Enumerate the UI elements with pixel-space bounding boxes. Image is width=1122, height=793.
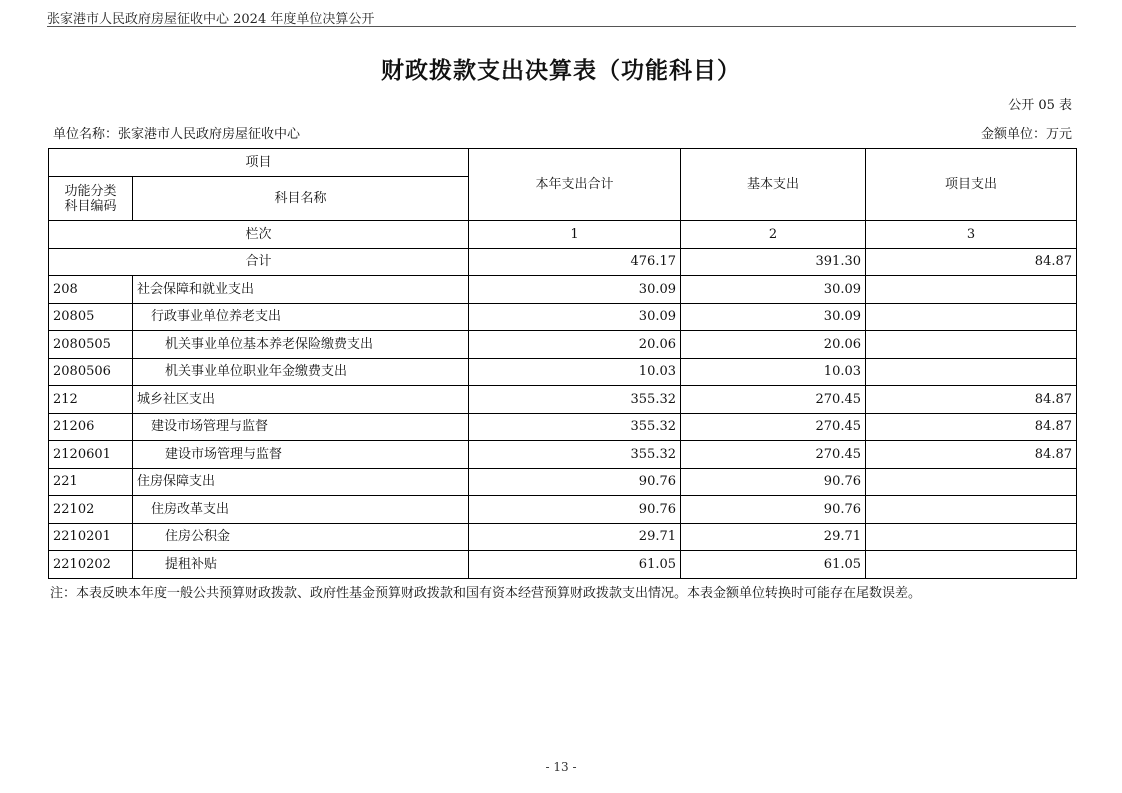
row-code: 2210202 bbox=[49, 551, 133, 579]
table-row bbox=[49, 276, 1077, 304]
row-total: 355.32 bbox=[469, 413, 681, 441]
header-code: 功能分类 科目编码 bbox=[49, 177, 133, 221]
column-number-1: 1 bbox=[469, 221, 681, 249]
total-row bbox=[49, 248, 1077, 276]
row-basic: 90.76 bbox=[681, 496, 866, 524]
row-project: 84.87 bbox=[866, 413, 1077, 441]
row-basic: 270.45 bbox=[681, 386, 866, 414]
row-total: 90.76 bbox=[469, 496, 681, 524]
row-name: 提租补贴 bbox=[133, 551, 469, 579]
expenditure-table bbox=[48, 148, 1077, 579]
row-name: 住房改革支出 bbox=[133, 496, 469, 524]
row-basic: 30.09 bbox=[681, 276, 866, 304]
table-row bbox=[49, 523, 1077, 551]
row-basic: 270.45 bbox=[681, 441, 866, 469]
row-code: 2080505 bbox=[49, 331, 133, 359]
header-rule bbox=[47, 26, 1076, 27]
row-total: 355.32 bbox=[469, 386, 681, 414]
table-row bbox=[49, 386, 1077, 414]
table-row bbox=[49, 468, 1077, 496]
row-name: 社会保障和就业支出 bbox=[133, 276, 469, 304]
table-row bbox=[49, 551, 1077, 579]
row-code: 22102 bbox=[49, 496, 133, 524]
table-row bbox=[49, 413, 1077, 441]
row-code: 2120601 bbox=[49, 441, 133, 469]
row-basic: 30.09 bbox=[681, 303, 866, 331]
row-name: 机关事业单位职业年金缴费支出 bbox=[133, 358, 469, 386]
header-basic: 基本支出 bbox=[681, 149, 866, 221]
row-project bbox=[866, 303, 1077, 331]
row-total: 61.05 bbox=[469, 551, 681, 579]
row-basic: 90.76 bbox=[681, 468, 866, 496]
row-code: 2080506 bbox=[49, 358, 133, 386]
row-name: 城乡社区支出 bbox=[133, 386, 469, 414]
unit-name: 单位名称：张家港市人民政府房屋征收中心 bbox=[53, 127, 301, 142]
row-name: 住房公积金 bbox=[133, 523, 469, 551]
row-project bbox=[866, 551, 1077, 579]
header-row-1 bbox=[49, 149, 1077, 177]
column-number-3: 3 bbox=[866, 221, 1077, 249]
table-row bbox=[49, 358, 1077, 386]
header-subject: 科目名称 bbox=[133, 177, 469, 221]
page-number: - 13 - bbox=[545, 760, 577, 774]
row-basic: 270.45 bbox=[681, 413, 866, 441]
row-code: 212 bbox=[49, 386, 133, 414]
row-project bbox=[866, 468, 1077, 496]
row-total: 90.76 bbox=[469, 468, 681, 496]
row-name: 建设市场管理与监督 bbox=[133, 413, 469, 441]
row-basic: 29.71 bbox=[681, 523, 866, 551]
row-name: 机关事业单位基本养老保险缴费支出 bbox=[133, 331, 469, 359]
row-total: 29.71 bbox=[469, 523, 681, 551]
table-code: 公开 05 表 bbox=[1008, 98, 1072, 113]
row-code: 20805 bbox=[49, 303, 133, 331]
table-row bbox=[49, 303, 1077, 331]
total-label: 合计 bbox=[49, 248, 469, 276]
row-code: 221 bbox=[49, 468, 133, 496]
row-total: 10.03 bbox=[469, 358, 681, 386]
row-total: 355.32 bbox=[469, 441, 681, 469]
row-total: 30.09 bbox=[469, 276, 681, 304]
running-header: 张家港市人民政府房屋征收中心 2024 年度单位决算公开 bbox=[47, 12, 375, 27]
row-project bbox=[866, 358, 1077, 386]
table-note: 注：本表反映本年度一般公共预算财政拨款、政府性基金预算财政拨款和国有资本经营预算财政拨款支出情况。本表金额单位转换时可能存在尾数误差。 bbox=[50, 586, 922, 601]
row-code: 208 bbox=[49, 276, 133, 304]
row-name: 建设市场管理与监督 bbox=[133, 441, 469, 469]
total-basic: 391.30 bbox=[681, 248, 866, 276]
row-project bbox=[866, 523, 1077, 551]
row-code: 2210201 bbox=[49, 523, 133, 551]
row-project bbox=[866, 276, 1077, 304]
document-title: 财政拨款支出决算表（功能科目） bbox=[381, 57, 741, 84]
row-project bbox=[866, 331, 1077, 359]
column-label: 栏次 bbox=[49, 221, 469, 249]
total-project: 84.87 bbox=[866, 248, 1077, 276]
row-name: 住房保障支出 bbox=[133, 468, 469, 496]
row-basic: 61.05 bbox=[681, 551, 866, 579]
table-row bbox=[49, 441, 1077, 469]
row-basic: 20.06 bbox=[681, 331, 866, 359]
row-name: 行政事业单位养老支出 bbox=[133, 303, 469, 331]
column-number-2: 2 bbox=[681, 221, 866, 249]
header-project: 项目支出 bbox=[866, 149, 1077, 221]
row-total: 20.06 bbox=[469, 331, 681, 359]
table-row bbox=[49, 331, 1077, 359]
table-row bbox=[49, 496, 1077, 524]
row-project: 84.87 bbox=[866, 386, 1077, 414]
total-sum: 476.17 bbox=[469, 248, 681, 276]
column-number-row bbox=[49, 221, 1077, 249]
header-item: 项目 bbox=[49, 149, 469, 177]
row-total: 30.09 bbox=[469, 303, 681, 331]
row-project bbox=[866, 496, 1077, 524]
row-code: 21206 bbox=[49, 413, 133, 441]
row-project: 84.87 bbox=[866, 441, 1077, 469]
amount-unit: 金额单位：万元 bbox=[980, 127, 1072, 142]
row-basic: 10.03 bbox=[681, 358, 866, 386]
header-total: 本年支出合计 bbox=[469, 149, 681, 221]
